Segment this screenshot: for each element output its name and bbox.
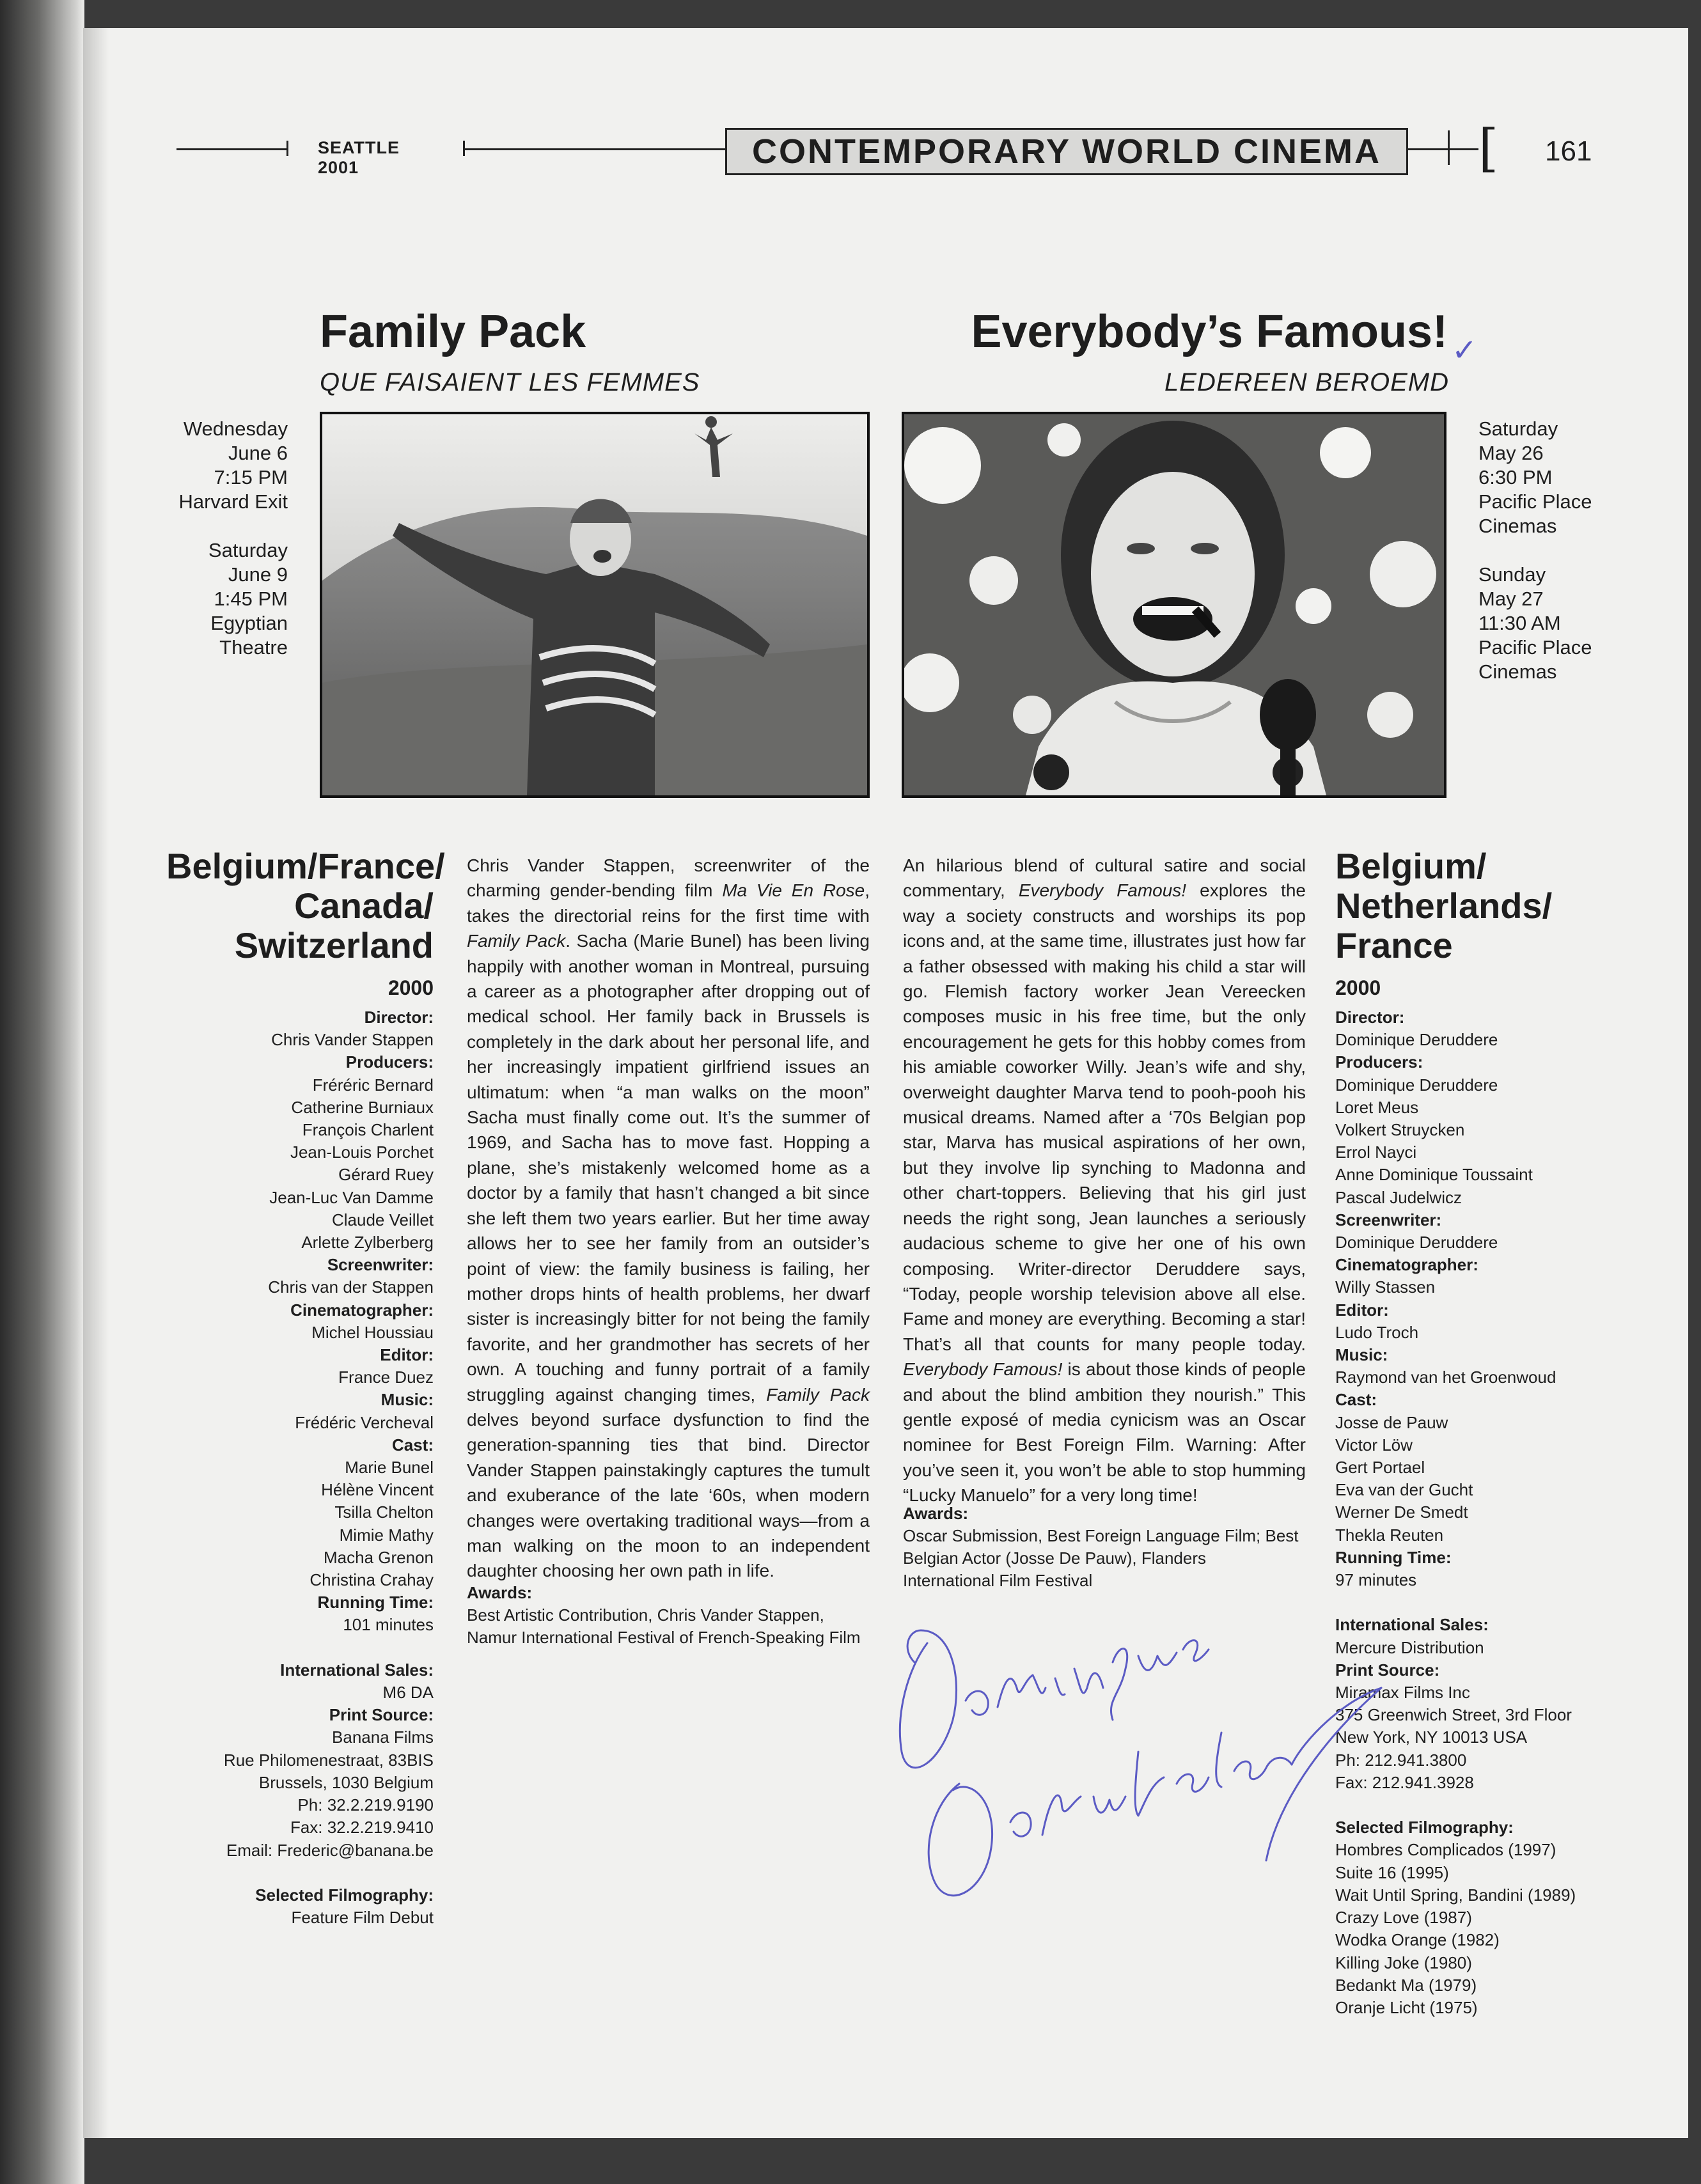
credit-name: Ph: 212.941.3800 bbox=[1335, 1750, 1467, 1770]
filmography-label: Selected Filmography: bbox=[255, 1885, 434, 1905]
screening-line: Pacific Place bbox=[1478, 490, 1592, 513]
filmography-item: Wait Until Spring, Bandini (1989) bbox=[1335, 1885, 1576, 1905]
credit-spacer bbox=[192, 1637, 434, 1659]
credit-name: Email: Frederic@banana.be bbox=[226, 1840, 434, 1860]
credit-name: Werner De Smedt bbox=[1335, 1502, 1468, 1522]
film2-synopsis bbox=[903, 853, 1306, 1508]
credit-label: Print Source: bbox=[329, 1705, 434, 1725]
screening-line: May 27 bbox=[1478, 588, 1544, 610]
header-rule-left bbox=[176, 148, 286, 150]
film2-awards bbox=[903, 1502, 1299, 1592]
header-rule-right bbox=[1408, 148, 1478, 150]
credit-name: New York, NY 10013 USA bbox=[1335, 1728, 1528, 1747]
screening-line: 1:45 PM bbox=[214, 588, 288, 610]
credit-name: Tsilla Chelton bbox=[334, 1502, 434, 1522]
page-gutter-shadow bbox=[83, 28, 109, 2138]
credit-name: M6 DA bbox=[382, 1683, 434, 1703]
film2-alt-title: LEDEREEN BEROEMD bbox=[1164, 368, 1449, 396]
country-line: France bbox=[1335, 925, 1453, 965]
header-tick bbox=[1448, 130, 1450, 165]
credit-name: Jean-Luc Van Damme bbox=[269, 1187, 434, 1207]
filmography-item: Hombres Complicados (1997) bbox=[1335, 1840, 1556, 1860]
film1-still-photo bbox=[320, 412, 870, 798]
country-line: Netherlands/ bbox=[1335, 885, 1553, 926]
screening-line: Wednesday bbox=[183, 417, 288, 440]
screening-line: Sunday bbox=[1478, 563, 1546, 586]
credit-name: Loret Meus bbox=[1335, 1097, 1419, 1117]
bracket-ornament: [ bbox=[1478, 118, 1499, 178]
film2-title: Everybody’s Famous! bbox=[971, 306, 1448, 357]
synopsis-text: explores the way a society constructs and worships its pop icons and, at the same time, illustrates just how far a father obsessed with making his child a star will go. Flemish factory worker Jean Vereecken composes music in his free time, but the only encouragement he gets for this hobby comes from his amiable coworker Willy. Jean’s wife and shy, overweight daughter Marva tend to pooh-pooh his musical dreams. Named after a ‘70s Belgian pop star, Marva has musical aspirations of her own, but they involve lip synching to Madonna and other chart-toppers. Believing that his girl just needs the right song, Jean launches a seriously audacious scheme to give her one of his own composing. Writer-director Deruddere says, “Today, people worship television above all else. Fame and money are everything. Becoming a star! That’s all that counts for many people today. bbox=[903, 880, 1306, 1354]
credit-name: Willy Stassen bbox=[1335, 1277, 1436, 1297]
handwritten-checkmark: ✓ bbox=[1452, 334, 1478, 368]
credit-name: Michel Houssiau bbox=[311, 1322, 434, 1342]
credit-name: Banana Films bbox=[332, 1728, 434, 1747]
filmography-item: Suite 16 (1995) bbox=[1335, 1862, 1449, 1882]
credit-name: Dominique Deruddere bbox=[1335, 1075, 1498, 1095]
screening-line: Pacific Place bbox=[1478, 636, 1592, 659]
filmography-item: Wodka Orange (1982) bbox=[1335, 1930, 1500, 1950]
synopsis-text: is about those kinds of people and about the blind ambition they nourish.” This gentle exposé of media cynicism was an Oscar nominee for Best Foreign Film. Warning: After you’ve seen it, you won’t be able to stop humming “Lucky Manuelo” for a very long time! bbox=[903, 1359, 1306, 1506]
credit-label: Print Source: bbox=[1335, 1660, 1440, 1680]
credit-label: Screenwriter: bbox=[1335, 1210, 1442, 1229]
credit-name: Arlette Zylberberg bbox=[301, 1233, 434, 1252]
credit-name: François Charlent bbox=[302, 1120, 434, 1140]
filmography-item: Oranje Licht (1975) bbox=[1335, 1997, 1478, 2017]
credit-label: Music: bbox=[1335, 1345, 1388, 1365]
credit-name: Dominique Deruddere bbox=[1335, 1030, 1498, 1050]
screening-line: Cinemas bbox=[1478, 660, 1557, 683]
credit-name: Hélène Vincent bbox=[321, 1480, 434, 1500]
synopsis-text: . Sacha (Marie Bunel) has been living happily with another woman in Montreal, pursuing a career as a photographer after dropping out of medical school. Her family back in Brussels is completely in the dark about her personal life, and her increasingly impatient girlfriend issues an ultimatum: when “a man walks on the moon” Sacha must finally come out. It’s the summer of 1969, and Sacha has to move fast. Hopping a plane, she’s mistakenly welcomed home as a doctor by a family that hasn’t changed a bit since she left them two years earlier. But her time away allows her to see her family from an outsider’s point of view: the family business is failing, her mother drops hints of health problems, her dwarf sister is increasingly bitter for not being the family favorite, and her grandmother has secrets of her own. A touching and funny portrait of a family struggling against changing times, bbox=[467, 931, 870, 1405]
credit-name: Dominique Deruddere bbox=[1335, 1233, 1498, 1252]
credit-name: Brussels, 1030 Belgium bbox=[258, 1772, 434, 1792]
credit-name: Anne Dominique Toussaint bbox=[1335, 1165, 1533, 1185]
credit-label: Screenwriter: bbox=[327, 1255, 434, 1275]
credit-name: Jean-Louis Porchet bbox=[290, 1143, 434, 1162]
film1-awards bbox=[467, 1582, 870, 1649]
film1-synopsis bbox=[467, 853, 870, 1584]
credit-label: Cast: bbox=[391, 1435, 434, 1455]
filmography-item: Feature Film Debut bbox=[291, 1908, 434, 1928]
credit-name: Chris Vander Stappen bbox=[271, 1030, 434, 1050]
synopsis-text: delves beyond surface dysfunction to find the generation-spanning ties that bind. Director Vander Stappen painstakingly captures the tumult and exuberance of the late ‘60s, when modern changes were overtaking traditional ways—from a man walking on the moon to an independent daughter choosing her own path in life. bbox=[467, 1409, 870, 1581]
screening-gap bbox=[1478, 538, 1619, 563]
screening-line: 11:30 AM bbox=[1478, 612, 1561, 634]
credit-name: Errol Nayci bbox=[1335, 1143, 1417, 1162]
film1-title: Family Pack bbox=[320, 306, 586, 357]
film1-credits bbox=[192, 1006, 434, 1929]
credit-name: Christina Crahay bbox=[310, 1570, 434, 1590]
credit-name: France Duez bbox=[338, 1368, 434, 1387]
festival-label: SEATTLE 2001 bbox=[318, 138, 400, 177]
credit-label: Editor: bbox=[1335, 1300, 1389, 1320]
credit-name: Catherine Burniaux bbox=[291, 1097, 434, 1117]
credit-spacer bbox=[192, 1862, 434, 1884]
synopsis-text: , takes the directorial reins for the first time with bbox=[467, 880, 870, 926]
screening-line: Saturday bbox=[1478, 417, 1558, 440]
screening-line: Theatre bbox=[219, 636, 288, 659]
credit-name: Miramax Films Inc bbox=[1335, 1683, 1470, 1703]
film-title-italic: Ma Vie En Rose bbox=[722, 880, 865, 901]
credit-name: Eva van der Gucht bbox=[1335, 1480, 1473, 1500]
film-title-italic: Family Pack bbox=[766, 1384, 870, 1405]
country-line: Switzerland bbox=[234, 925, 434, 965]
filmography-item: Killing Joke (1980) bbox=[1335, 1953, 1472, 1972]
awards-text: Oscar Submission, Best Foreign Language Film; Best Belgian Actor (Josse De Pauw), Flanders International Film Festival bbox=[903, 1526, 1299, 1590]
credit-name: Gert Portael bbox=[1335, 1458, 1425, 1478]
country-line: Canada/ bbox=[294, 885, 434, 926]
screening-line: 7:15 PM bbox=[214, 466, 288, 488]
credit-label: Running Time: bbox=[317, 1593, 434, 1612]
country-line: Belgium/ bbox=[1335, 846, 1487, 886]
credit-label: Running Time: bbox=[1335, 1547, 1452, 1567]
film2-still-photo bbox=[902, 412, 1446, 798]
credit-name: Fax: 212.941.3928 bbox=[1335, 1772, 1474, 1792]
credit-name: Thekla Reuten bbox=[1335, 1525, 1444, 1545]
credit-name: Victor Löw bbox=[1335, 1435, 1413, 1455]
screening-line: Saturday bbox=[208, 539, 288, 561]
section-title: CONTEMPORARY WORLD CINEMA bbox=[725, 128, 1408, 175]
credit-label: International Sales: bbox=[1335, 1615, 1489, 1635]
credit-name: Ph: 32.2.219.9190 bbox=[297, 1795, 434, 1815]
screening-line: Cinemas bbox=[1478, 515, 1557, 537]
film2-year: 2000 bbox=[1335, 976, 1381, 999]
credit-name: Josse de Pauw bbox=[1335, 1412, 1448, 1432]
synopsis-text: Chris Vander Stappen, screenwriter of the charming gender-bending film bbox=[467, 855, 870, 901]
header-rule-middle bbox=[463, 148, 725, 150]
film-title-italic: Family Pack bbox=[467, 931, 566, 951]
screening-line: Harvard Exit bbox=[178, 490, 288, 513]
credit-label: Cast: bbox=[1335, 1390, 1377, 1410]
credit-name: Volkert Struycken bbox=[1335, 1120, 1465, 1140]
filmography-item: Bedankt Ma (1979) bbox=[1335, 1975, 1477, 1995]
filmography-item: Crazy Love (1987) bbox=[1335, 1908, 1472, 1928]
credit-name: 97 minutes bbox=[1335, 1570, 1417, 1590]
awards-label: Awards: bbox=[903, 1504, 969, 1523]
filmography-label: Selected Filmography: bbox=[1335, 1818, 1514, 1837]
page-number: 161 bbox=[1545, 136, 1592, 167]
header-tick bbox=[286, 141, 288, 156]
credit-label: Director: bbox=[1335, 1008, 1405, 1027]
credit-name: Frédéric Vercheval bbox=[295, 1412, 434, 1432]
credit-label: Editor: bbox=[380, 1345, 434, 1365]
awards-label: Awards: bbox=[467, 1583, 533, 1602]
credit-name: 101 minutes bbox=[343, 1615, 434, 1635]
book-spine bbox=[0, 0, 84, 2184]
film1-screenings bbox=[153, 417, 288, 660]
credit-name: Gérard Ruey bbox=[338, 1165, 434, 1185]
credit-name: Fax: 32.2.219.9410 bbox=[290, 1818, 434, 1837]
film2-country bbox=[1335, 846, 1655, 1008]
credit-name: Macha Grenon bbox=[324, 1547, 434, 1567]
film1-country bbox=[166, 846, 445, 1008]
credit-name: Claude Veillet bbox=[332, 1210, 434, 1229]
film1-year: 2000 bbox=[388, 976, 434, 999]
screening-line: May 26 bbox=[1478, 442, 1544, 464]
screening-line: 6:30 PM bbox=[1478, 466, 1553, 488]
film2-screenings bbox=[1478, 417, 1619, 684]
credit-label: Producers: bbox=[345, 1052, 434, 1072]
credit-label: Director: bbox=[364, 1008, 434, 1027]
credit-name: Mimie Mathy bbox=[339, 1525, 434, 1545]
film-title-italic: Everybody Famous! bbox=[1018, 880, 1187, 901]
screening-line: Egyptian bbox=[210, 612, 288, 634]
credit-label: Cinematographer: bbox=[290, 1300, 434, 1320]
credit-name: Mercure Distribution bbox=[1335, 1637, 1484, 1657]
synopsis-text: An hilarious blend of cultural satire and social commentary, bbox=[903, 855, 1306, 901]
credit-label: Music: bbox=[380, 1390, 434, 1410]
credit-label: Producers: bbox=[1335, 1052, 1423, 1072]
credit-name: 375 Greenwich Street, 3rd Floor bbox=[1335, 1705, 1572, 1725]
credit-name: Fréréric Bernard bbox=[312, 1075, 434, 1095]
credit-name: Raymond van het Groenwoud bbox=[1335, 1368, 1556, 1387]
credit-name: Marie Bunel bbox=[345, 1458, 434, 1478]
film-title-italic: Everybody Famous! bbox=[903, 1359, 1063, 1380]
screening-gap bbox=[153, 514, 288, 538]
country-line: Belgium/France/ bbox=[166, 846, 445, 886]
credit-name: Ludo Troch bbox=[1335, 1322, 1419, 1342]
credit-label: International Sales: bbox=[280, 1660, 434, 1680]
credit-name: Chris van der Stappen bbox=[268, 1277, 434, 1297]
screening-line: June 9 bbox=[228, 563, 288, 586]
credit-label: Cinematographer: bbox=[1335, 1255, 1478, 1275]
handwritten-signature bbox=[882, 1592, 1394, 1950]
screening-line: June 6 bbox=[228, 442, 288, 464]
film1-alt-title: QUE FAISAIENT LES FEMMES bbox=[320, 368, 700, 396]
credit-name: Rue Philomenestraat, 83BIS bbox=[223, 1750, 434, 1770]
credit-name: Pascal Judelwicz bbox=[1335, 1187, 1462, 1207]
awards-text: Best Artistic Contribution, Chris Vander Stappen, Namur International Festival of French-Speaking Film bbox=[467, 1605, 861, 1647]
